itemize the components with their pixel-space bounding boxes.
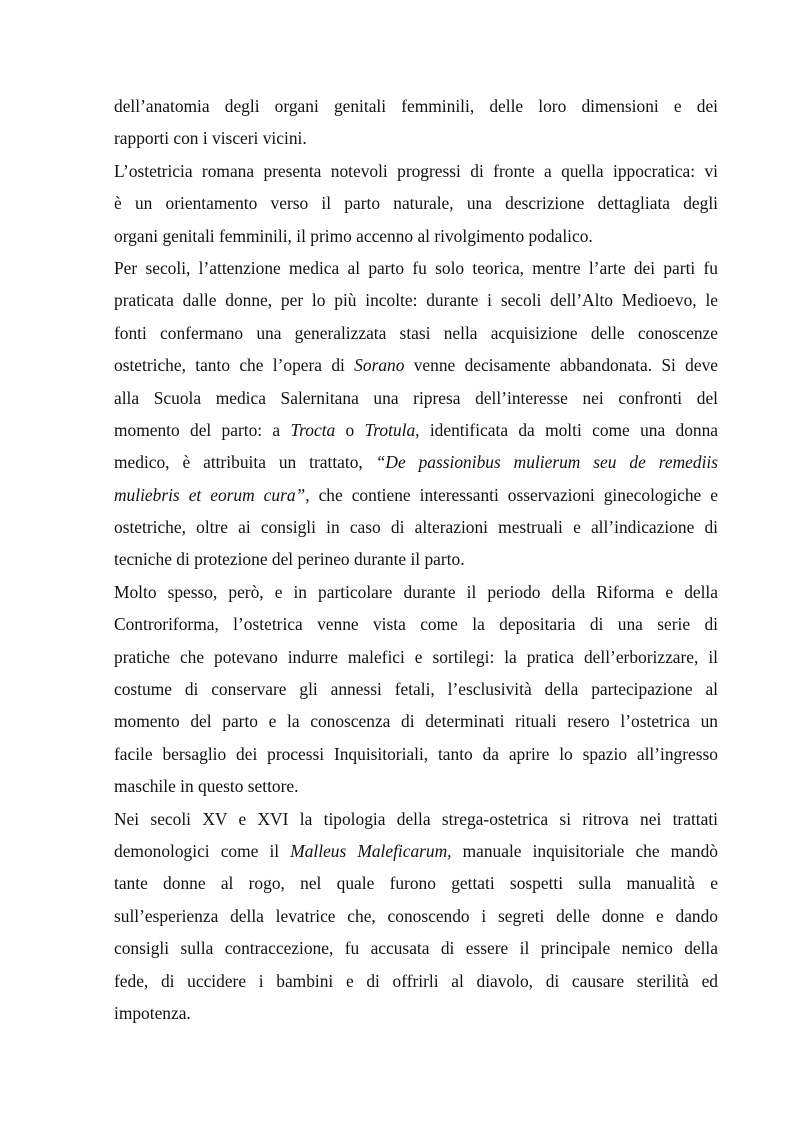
text-span: tecniche di protezione del perineo durante il parto. bbox=[114, 549, 465, 570]
text-span: momento del parto e la conoscenza di determinati rituali resero l’ostetrica un bbox=[114, 711, 718, 732]
text-span: è un orientamento verso il parto naturale, una descrizione dettagliata degli bbox=[114, 193, 718, 214]
text-line bbox=[114, 932, 718, 964]
text-span: momento del parto: a bbox=[114, 419, 291, 440]
text-span: maschile in questo settore. bbox=[114, 776, 299, 797]
text-line bbox=[114, 382, 718, 414]
text-line bbox=[114, 770, 718, 802]
italic-text-span: Sorano bbox=[354, 355, 405, 376]
text-span: praticata dalle donne, per lo più incolte: durante i secoli dell’Alto Medioevo, le bbox=[114, 290, 718, 311]
text-span: organi genitali femminili, il primo accenno al rivolgimento podalico. bbox=[114, 225, 593, 246]
text-line bbox=[114, 317, 718, 349]
text-line bbox=[114, 576, 718, 608]
text-line bbox=[114, 446, 718, 478]
italic-text-span: Trocta bbox=[290, 419, 336, 440]
text-span: Molto spesso, però, e in particolare durante il periodo della Riforma e della bbox=[114, 581, 718, 602]
body-text bbox=[114, 90, 718, 1029]
text-span: manuale inquisitoriale che mandò bbox=[451, 840, 718, 861]
italic-text-span: muliebris et eorum cura” bbox=[114, 484, 306, 505]
text-line bbox=[114, 155, 718, 187]
text-span: demonologici come il bbox=[114, 840, 291, 861]
text-line bbox=[114, 900, 718, 932]
text-line bbox=[114, 187, 718, 219]
text-span: L’ostetricia romana presenta notevoli progressi di fronte a quella ippocratica: vi bbox=[114, 160, 718, 181]
text-span: tante donne al rogo, nel quale furono gettati sospetti sulla manualità e bbox=[114, 873, 718, 894]
text-line bbox=[114, 511, 718, 543]
text-span: medico, è attribuita un trattato, bbox=[114, 452, 376, 473]
text-line bbox=[114, 252, 718, 284]
text-span: o bbox=[335, 419, 365, 440]
text-span: rapporti con i visceri vicini. bbox=[114, 128, 307, 149]
italic-text-span: Malleus Maleficarum, bbox=[290, 840, 452, 861]
text-line bbox=[114, 705, 718, 737]
text-line bbox=[114, 835, 718, 867]
text-line bbox=[114, 349, 718, 381]
text-line bbox=[114, 90, 718, 122]
text-span: pratiche che potevano indurre malefici e sortilegi: la pratica dell’erborizzare, il bbox=[114, 646, 718, 667]
text-line bbox=[114, 220, 718, 252]
text-span: dell’anatomia degli organi genitali femminili, delle loro dimensioni e dei bbox=[114, 96, 718, 116]
text-span: ostetriche, tanto che l’opera di bbox=[114, 355, 355, 376]
text-span: costume di conservare gli annessi fetali, l’esclusività della partecipazione al bbox=[114, 679, 718, 700]
text-line bbox=[114, 608, 718, 640]
text-span: alla Scuola medica Salernitana una ripresa dell’interesse nei confronti del bbox=[114, 387, 718, 408]
text-span: sull’esperienza della levatrice che, conoscendo i segreti delle donne e dando bbox=[114, 905, 718, 926]
text-line bbox=[114, 414, 718, 446]
italic-text-span: Trotula, bbox=[364, 419, 420, 440]
text-span: Nei secoli XV e XVI la tipologia della strega-ostetrica si ritrova nei trattati bbox=[114, 808, 718, 829]
text-span: venne decisamente abbandonata. Si deve bbox=[404, 355, 718, 376]
text-span: facile bersaglio dei processi Inquisitoriali, tanto da aprire lo spazio all’ingresso bbox=[114, 743, 718, 764]
text-line bbox=[114, 803, 718, 835]
text-line bbox=[114, 738, 718, 770]
text-span: ostetriche, oltre ai consigli in caso di alterazioni mestruali e all’indicazione di bbox=[114, 517, 718, 538]
text-span: fonti confermano una generalizzata stasi nella acquisizione delle conoscenze bbox=[114, 322, 718, 343]
text-line bbox=[114, 673, 718, 705]
text-line bbox=[114, 997, 718, 1029]
text-line bbox=[114, 867, 718, 899]
text-line bbox=[114, 284, 718, 316]
text-line bbox=[114, 543, 718, 575]
text-span: impotenza. bbox=[114, 1002, 191, 1023]
text-line bbox=[114, 965, 718, 997]
text-line bbox=[114, 122, 718, 154]
text-span: identificata da molti come una donna bbox=[419, 419, 718, 440]
text-line bbox=[114, 479, 718, 511]
italic-text-span: “De passionibus mulierum seu de remediis bbox=[375, 452, 718, 473]
text-span: fede, di uccidere i bambini e di offrirli al diavolo, di causare sterilità ed bbox=[114, 970, 718, 991]
text-span: consigli sulla contraccezione, fu accusata di essere il principale nemico della bbox=[114, 938, 718, 959]
text-span: Controriforma, l’ostetrica venne vista come la depositaria di una serie di bbox=[114, 614, 718, 635]
text-line bbox=[114, 641, 718, 673]
text-span: Per secoli, l’attenzione medica al parto fu solo teorica, mentre l’arte dei parti fu bbox=[114, 257, 718, 278]
text-span: , che contiene interessanti osservazioni ginecologiche e bbox=[305, 484, 718, 505]
